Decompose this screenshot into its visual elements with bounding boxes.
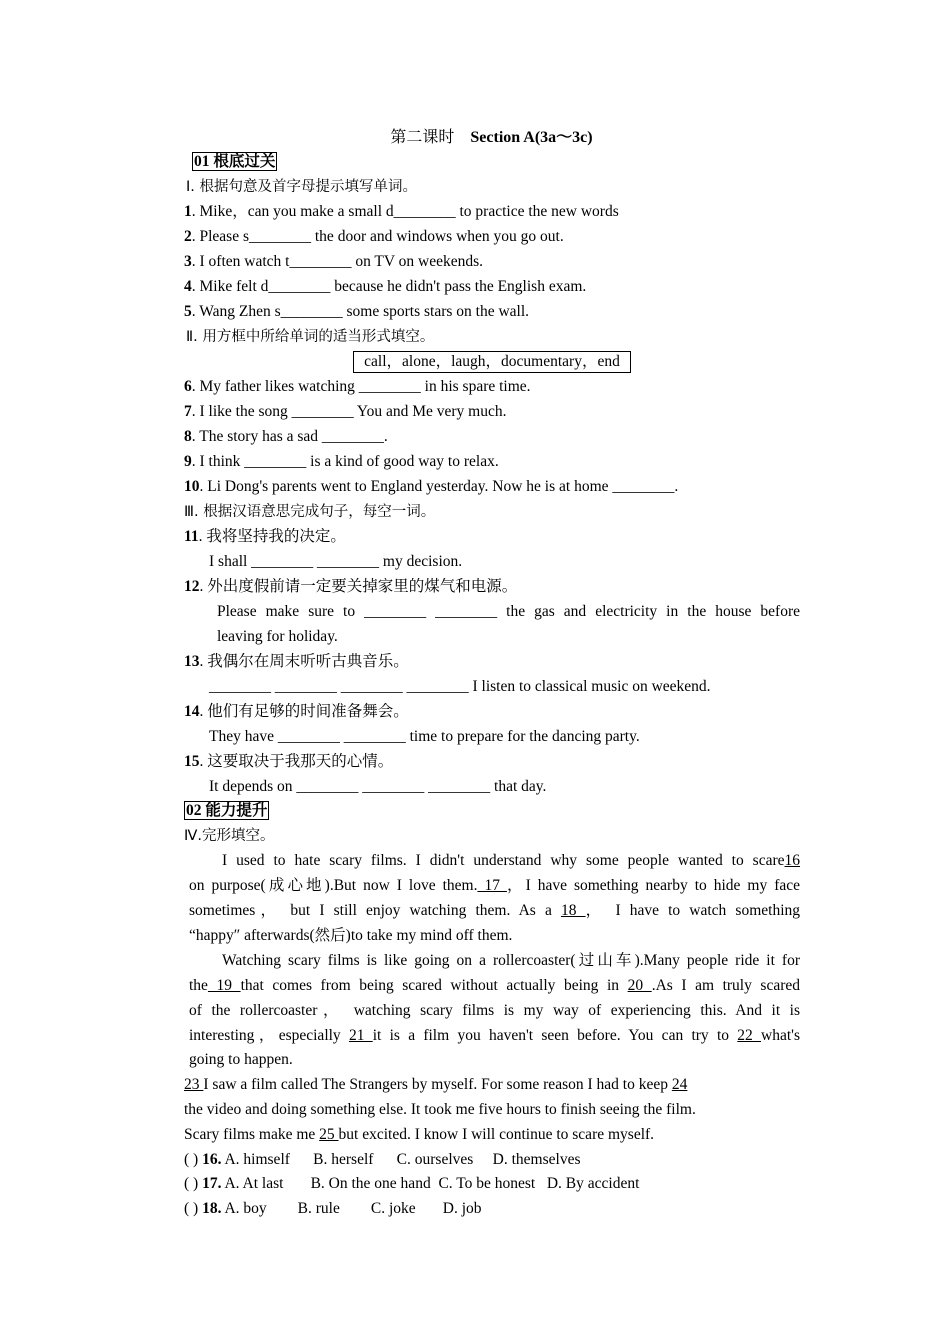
blank-20: 20	[627, 977, 652, 994]
passage-p2-line3: of the rollercoaster， watching scary films is my way of experiencing this. And it is	[189, 1002, 800, 1019]
blank-16: 16	[784, 852, 800, 869]
exercise-item-8: 8. The story has a sad ________.	[184, 428, 388, 445]
question-16: ( ) 16. A. himself B. herself C. ourselves D. themselves	[184, 1151, 581, 1168]
page-title	[0, 128, 950, 148]
exercise-item-12-en-line2: leaving for holiday.	[217, 628, 338, 645]
title-cn: 第二课时	[390, 129, 455, 146]
exercise-item-15-en: It depends on ________ ________ ________ that day.	[209, 778, 547, 795]
passage-p3-line3: Scary films make me 25 but excited. I know I will continue to scare myself.	[184, 1126, 655, 1143]
exercise-item-6: 6. My father likes watching ________ in his spare time.	[184, 378, 531, 395]
passage-p1-line4: “happy″ afterwards(然后)to take my mind off them.	[189, 927, 513, 944]
section-heading-4: Ⅳ.完形填空。	[184, 828, 275, 844]
passage-p2-line5: going to happen.	[189, 1051, 293, 1068]
passage-p1-line3: sometimes， but I still enjoy watching them. As a 18 ， I have to watch something	[189, 902, 800, 919]
exercise-item-12-en-line1: Please make sure to ________ ________ the gas and electricity in the house before	[217, 603, 800, 620]
blank-17: 17	[477, 877, 507, 894]
passage-p2-line2: the 19 that comes from being scared without actually being in 20 .As I am truly scared	[189, 977, 801, 994]
exercise-item-9: 9. I think ________ is a kind of good way to relax.	[184, 453, 499, 470]
title-en: Section A(3a～3c)	[470, 129, 593, 146]
passage-p2-line1: Watching scary films is like going on a rollercoaster(过山车).Many people ride it for	[222, 952, 800, 969]
exercise-item-10: 10. Li Dong's parents went to England yesterday. Now he is at home ________.	[184, 478, 679, 495]
question-17: ( ) 17. A. At last B. On the one hand C. To be honest D. By accident	[184, 1175, 640, 1192]
exercise-item-14-cn: 14. 他们有足够的时间准备舞会。	[184, 703, 409, 720]
word-box: call，alone，laugh，documentary，end	[353, 351, 631, 373]
section-badge-01: 01 根底过关	[194, 153, 276, 170]
section-badge-02: 02 能力提升	[186, 802, 268, 819]
blank-24: 24	[671, 1076, 688, 1093]
passage-p1-line2: on purpose(成心地).But now I love them. 17 ，I have something nearby to hide my face	[189, 877, 801, 894]
section-heading-3: Ⅲ. 根据汉语意思完成句子，每空一词。	[184, 504, 436, 520]
exercise-item-13-cn: 13. 我偶尔在周末听听古典音乐。	[184, 653, 409, 670]
passage-p3-line2: the video and doing something else. It took me five hours to finish seeing the film.	[184, 1101, 696, 1118]
exercise-item-13-en: ________ ________ ________ ________ I listen to classical music on weekend.	[209, 678, 711, 695]
passage-p3-line1: 23 I saw a film called The Strangers by myself. For some reason I had to keep 24	[184, 1076, 688, 1093]
exercise-item-11-cn: 11. 我将坚持我的决定。	[184, 528, 346, 545]
exercise-item-7: 7. I like the song ________ You and Me very much.	[184, 403, 507, 420]
exercise-item-12-cn: 12. 外出度假前请一定要关掉家里的煤气和电源。	[184, 578, 518, 595]
exercise-item-4: 4. Mike felt d________ because he didn't pass the English exam.	[184, 278, 587, 295]
blank-25: 25	[319, 1126, 339, 1143]
exercise-item-14-en: They have ________ ________ time to prepare for the dancing party.	[209, 728, 640, 745]
blank-19: 19	[207, 977, 241, 994]
exercise-item-2: 2. Please s________ the door and windows when you go out.	[184, 228, 564, 245]
exercise-item-11-en: I shall ________ ________ my decision.	[209, 553, 463, 570]
passage-p1-line1: I used to hate scary films. I didn't understand why some people wanted to scare16	[222, 852, 800, 869]
exercise-item-3: 3. I often watch t________ on TV on weekends.	[184, 253, 484, 270]
exercise-item-1: 1. Mike，can you make a small d________ to practice the new words	[184, 203, 619, 220]
blank-18: 18	[560, 902, 586, 919]
question-18: ( ) 18. A. boy B. rule C. joke D. job	[184, 1200, 482, 1217]
section-heading-2: Ⅱ. 用方框中所给单词的适当形式填空。	[186, 329, 435, 345]
passage-p2-line4: interesting，especially 21 it is a film you haven't seen before. You can try to 22 what's	[189, 1027, 800, 1044]
blank-23: 23	[184, 1076, 204, 1093]
blank-21: 21	[348, 1027, 373, 1044]
section-heading-1: Ⅰ. 根据句意及首字母提示填写单词。	[186, 179, 417, 195]
exercise-item-15-cn: 15. 这要取决于我那天的心情。	[184, 753, 394, 770]
blank-22: 22	[737, 1027, 762, 1044]
exercise-item-5: 5. Wang Zhen s________ some sports stars on the wall.	[184, 303, 530, 320]
